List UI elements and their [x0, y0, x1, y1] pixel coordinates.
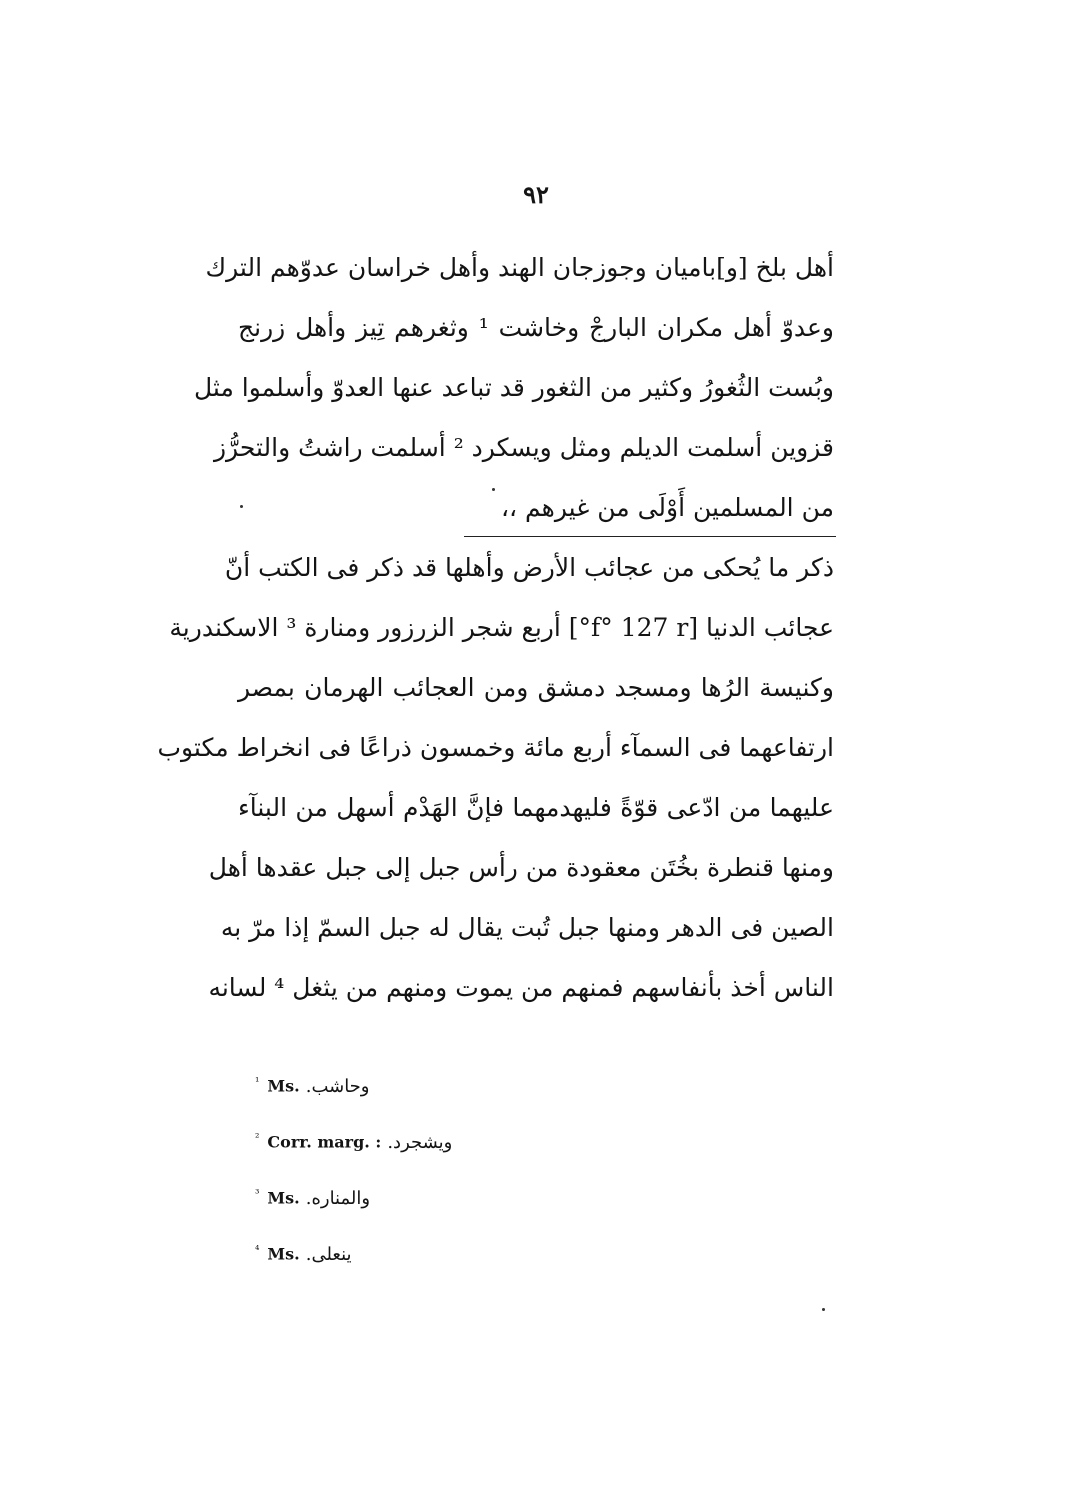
footnote-mark: ¹ — [255, 1075, 260, 1088]
footnote-mark: ⁴ — [255, 1243, 260, 1256]
text-line: عليهما من ادّعى قوّةً فليهدمهما فإنَّ الهَدْم أسهل من البنآء — [238, 793, 834, 822]
text-line: أهل بلخ [و]باميان وجوزجان الهند وأهل خراسان عدوّهم الترك — [205, 253, 834, 282]
text-line: قزوين أسلمت الديلم ومثل ويسكرد ² أسلمت راشتُ والتحرُّز — [213, 433, 834, 462]
text-line: ارتفاعهما فى السمآء أربع مائة وخمسون ذراعًا فى انخراط مكتوب — [157, 733, 834, 762]
footnote-mark: ³ — [255, 1187, 260, 1200]
footnote — [255, 1118, 655, 1174]
page-number: ٩٢ — [523, 180, 549, 209]
footnote-label: Ms. — [267, 1244, 300, 1264]
print-speck — [240, 505, 243, 508]
text-line: الناس أخذ بأنفاسهم فمنهم من يموت ومنهم من يثغل ⁴ لسانه — [208, 973, 834, 1002]
footnote — [255, 1230, 655, 1286]
print-speck — [492, 488, 495, 491]
footnote-arabic: والمناره. — [305, 1187, 371, 1209]
text-line: من المسلمين أَوْلَى من غيرهم ،، — [500, 493, 834, 522]
footnote — [255, 1062, 655, 1118]
section-divider — [464, 536, 836, 537]
text-line: ومنها قنطرة بخُتَن معقودة من رأس جبل إلى جبل عقدها أهل — [208, 853, 834, 882]
footnote-label: Ms. — [267, 1188, 300, 1208]
body-text — [157, 238, 834, 1018]
footnote-label: Ms. — [267, 1076, 300, 1096]
text-line: عجائب الدنيا [f° 127 r°] أربع شجر الزرزور ومنارة ³ الاسكندرية — [169, 613, 834, 642]
footnote-label: Corr. marg. : — [267, 1132, 382, 1152]
text-line: ذكر ما يُحكى من عجائب الأرض وأهلها قد ذكر فى الكتب أنّ — [224, 553, 834, 582]
text-line: وبُست الثُغورُ وكثير من الثغور قد تباعد عنها العدوّ وأسلموا مثل — [193, 373, 834, 402]
footnote-arabic: وحاشب. — [305, 1075, 370, 1097]
print-speck — [822, 1308, 825, 1311]
footnote-arabic: ينعلى. — [305, 1243, 352, 1265]
footnote-arabic: ويشجرد. — [387, 1131, 453, 1153]
footnotes — [255, 1062, 655, 1286]
text-line: وعدوّ أهل مكران البارجْ وخاشت ¹ وثغرهم تِيز وأهل زرنج — [238, 313, 834, 342]
text-line: وكنيسة الرُها ومسجد دمشق ومن العجائب الهرمان بمصر — [238, 673, 834, 702]
footnote-mark: ² — [255, 1131, 260, 1144]
footnote — [255, 1174, 655, 1230]
text-line: الصين فى الدهر ومنها جبل تُبت يقال له جبل السمّ إذا مرّ به — [220, 913, 834, 942]
